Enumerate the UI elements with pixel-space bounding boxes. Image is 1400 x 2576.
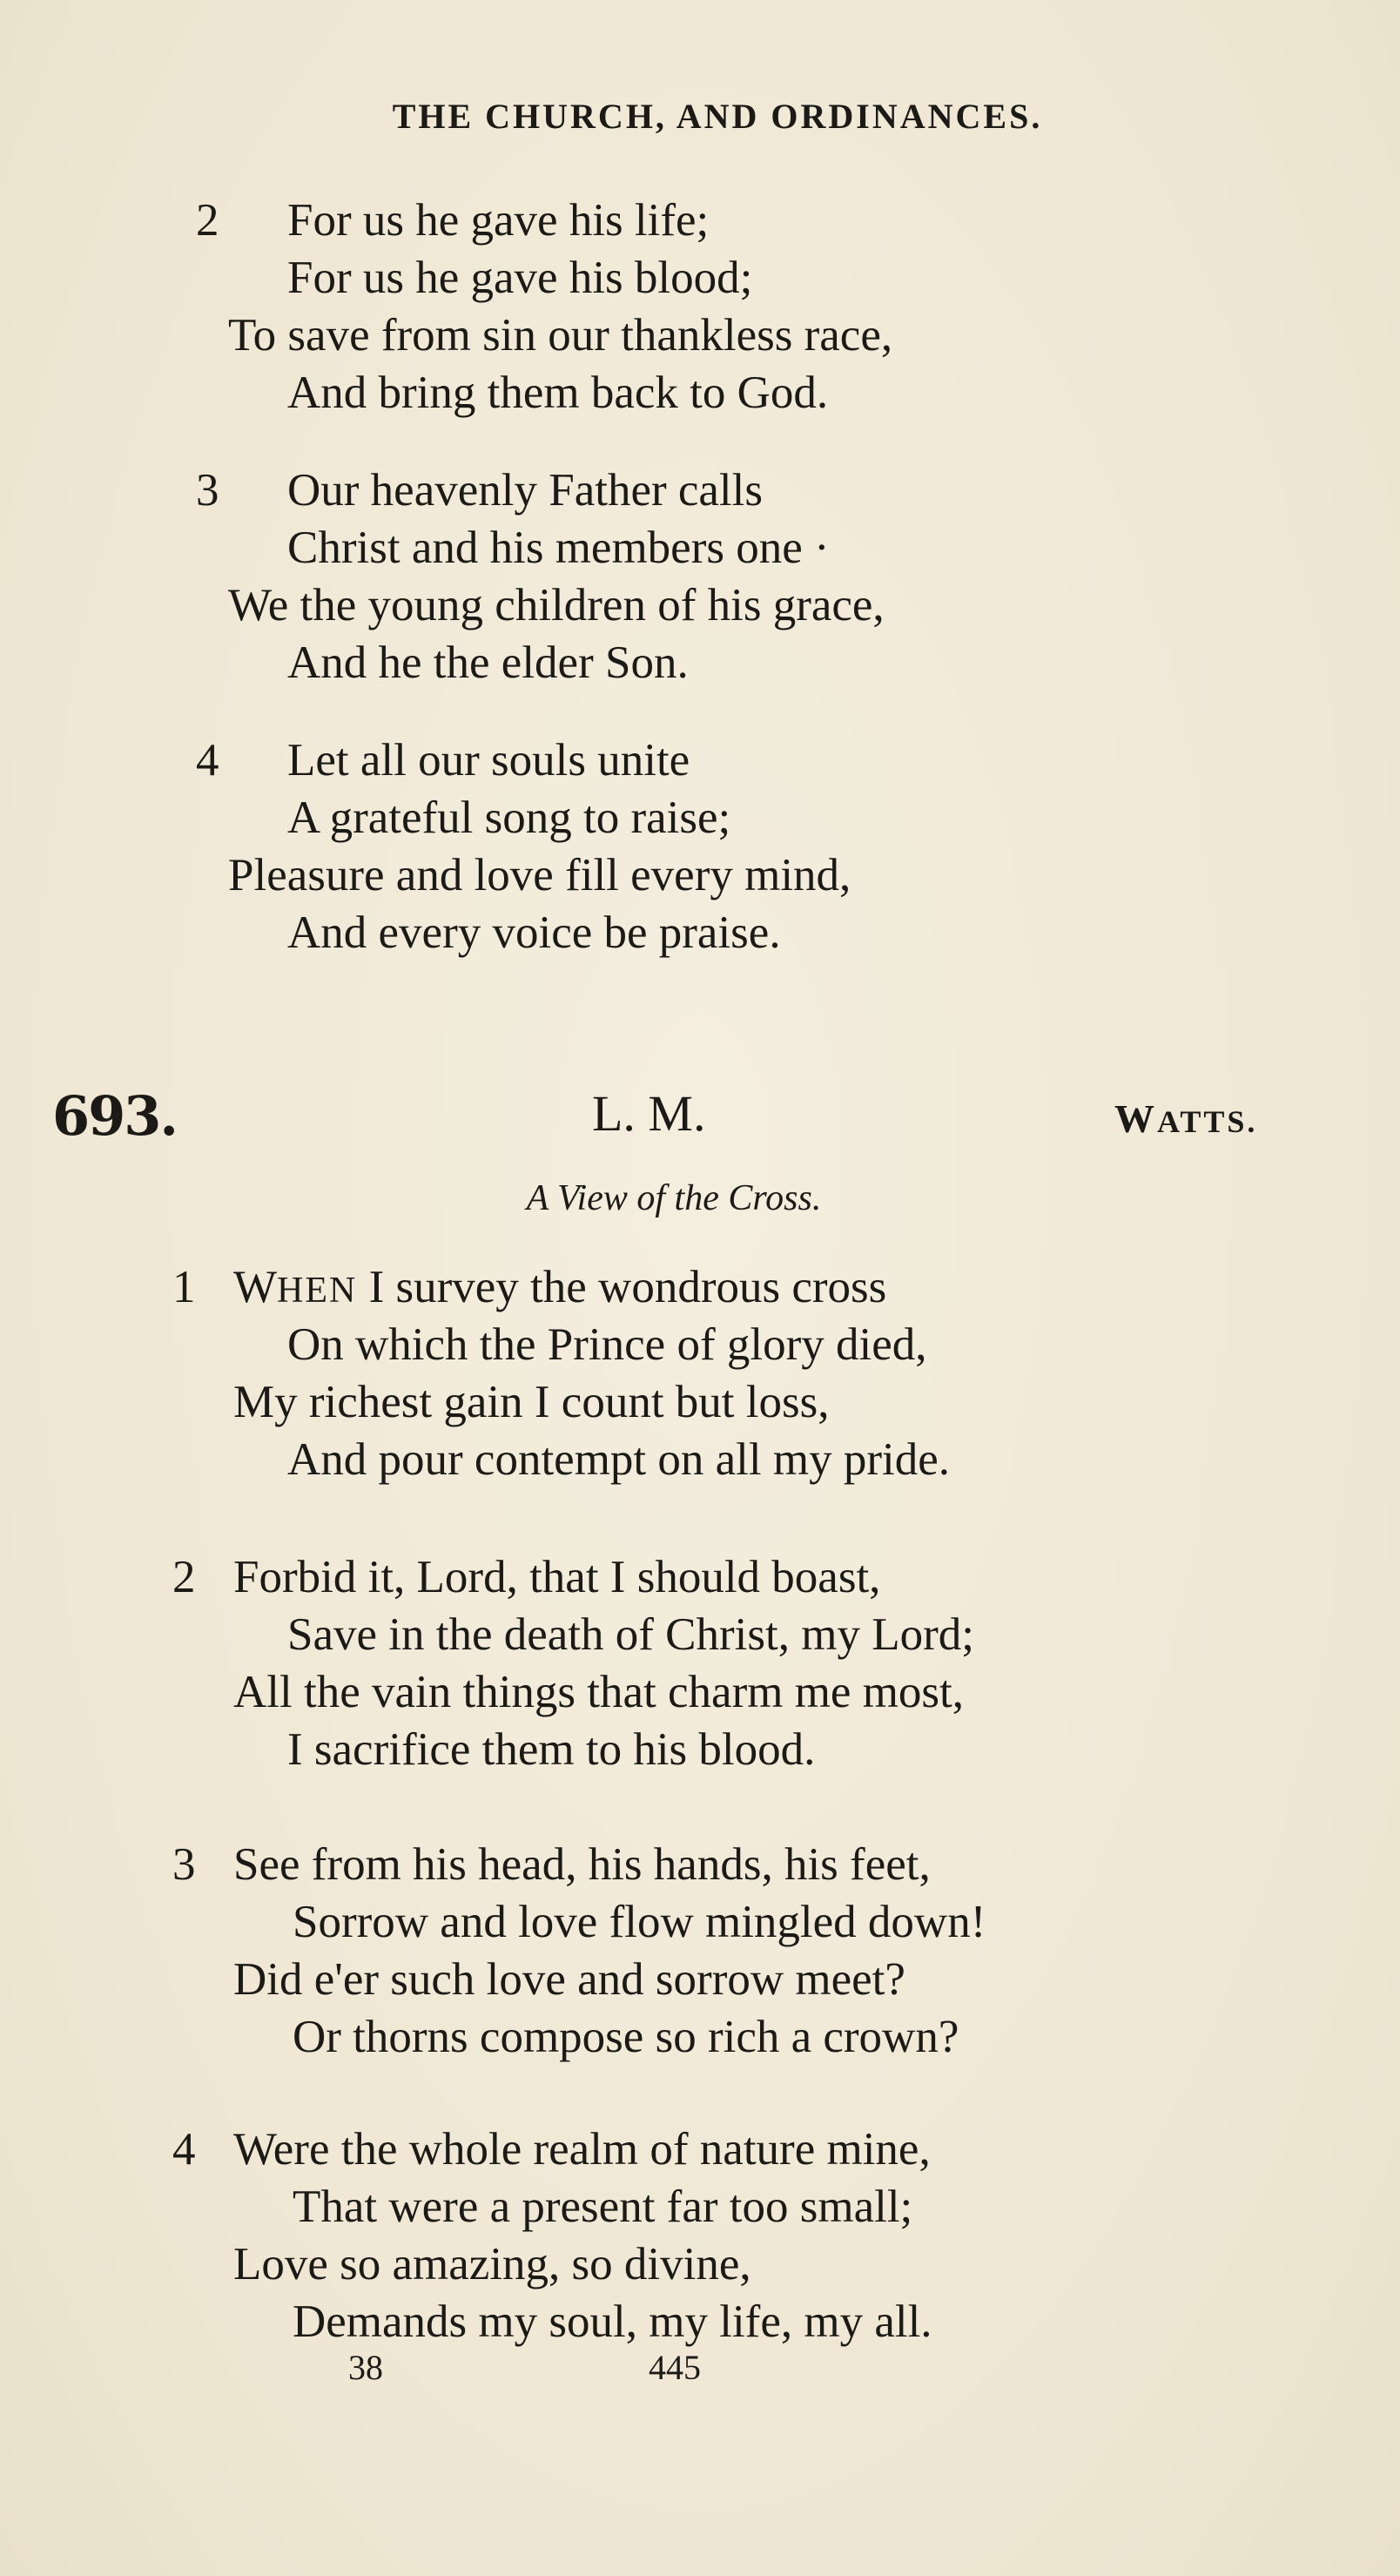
verse-line: Forbid it, Lord, that I should boast, bbox=[233, 1552, 881, 1602]
first-word-rest: HEN bbox=[277, 1271, 358, 1311]
verse-line: To save from sin our thankless race, bbox=[228, 310, 893, 361]
stanza-number: 2 bbox=[172, 1552, 196, 1602]
verse-line: That were a present far too small; bbox=[293, 2182, 913, 2232]
verse-line: Love so amazing, so divine, bbox=[233, 2239, 751, 2289]
verse-line: We the young children of his grace, bbox=[228, 580, 885, 631]
verse-line-first bbox=[233, 1258, 886, 1319]
running-head: THE CHURCH, AND ORDINANCES. bbox=[392, 97, 1043, 136]
author-initial: W bbox=[1114, 1096, 1157, 1141]
stanza-number: 3 bbox=[172, 1839, 196, 1890]
verse-line: Pleasure and love fill every mind, bbox=[228, 850, 851, 900]
verse-line: And he the elder Son. bbox=[287, 637, 689, 688]
verse-line: And bring them back to God. bbox=[287, 368, 829, 418]
verse-line: Were the whole realm of nature mine, bbox=[233, 2124, 931, 2175]
verse-line: For us he gave his blood; bbox=[287, 253, 753, 303]
stanza-number: 1 bbox=[172, 1262, 196, 1312]
verse-line: And pour contempt on all my pride. bbox=[287, 1434, 950, 1485]
verse-line: Our heavenly Father calls bbox=[287, 465, 763, 516]
verse-line: All the vain things that charm me most, bbox=[233, 1667, 965, 1717]
verse-line: See from his head, his hands, his feet, bbox=[233, 1839, 931, 1890]
verse-line: For us he gave his life; bbox=[287, 195, 710, 246]
stanza-number: 3 bbox=[196, 465, 219, 516]
verse-line: Did e'er such love and sorrow meet? bbox=[233, 1954, 905, 2005]
verse-line: Sorrow and love flow mingled down! bbox=[293, 1897, 986, 1947]
first-word-initial: W bbox=[233, 1262, 278, 1312]
verse-line: Demands my soul, my life, my all. bbox=[293, 2296, 932, 2347]
hymn-author bbox=[1114, 1096, 1257, 1142]
first-line-rest: I survey the wondrous cross bbox=[357, 1262, 887, 1312]
stanza-number: 4 bbox=[172, 2124, 196, 2175]
signature-mark: 38 bbox=[348, 2348, 383, 2387]
verse-line: Let all our souls unite bbox=[287, 735, 690, 786]
hymn-subtitle: A View of the Cross. bbox=[526, 1178, 822, 1218]
hymn-meter: L. M. bbox=[592, 1085, 706, 1142]
hymn-number: 693. bbox=[52, 1084, 178, 1148]
verse-line: I sacrifice them to his blood. bbox=[287, 1724, 816, 1775]
stanza-number: 2 bbox=[196, 195, 219, 246]
author-rest: ATTS. bbox=[1157, 1104, 1258, 1139]
verse-line: Save in the death of Christ, my Lord; bbox=[287, 1609, 974, 1660]
page-number: 445 bbox=[649, 2348, 701, 2387]
verse-line: A grateful song to raise; bbox=[287, 792, 731, 843]
verse-line: Christ and his members one · bbox=[287, 523, 830, 573]
stanza-number: 4 bbox=[196, 735, 219, 786]
verse-line: On which the Prince of glory died, bbox=[287, 1319, 927, 1370]
verse-line: Or thorns compose so rich a crown? bbox=[293, 2012, 959, 2062]
verse-line: And every voice be praise. bbox=[287, 907, 781, 958]
verse-line: My richest gain I count but loss, bbox=[233, 1377, 830, 1427]
